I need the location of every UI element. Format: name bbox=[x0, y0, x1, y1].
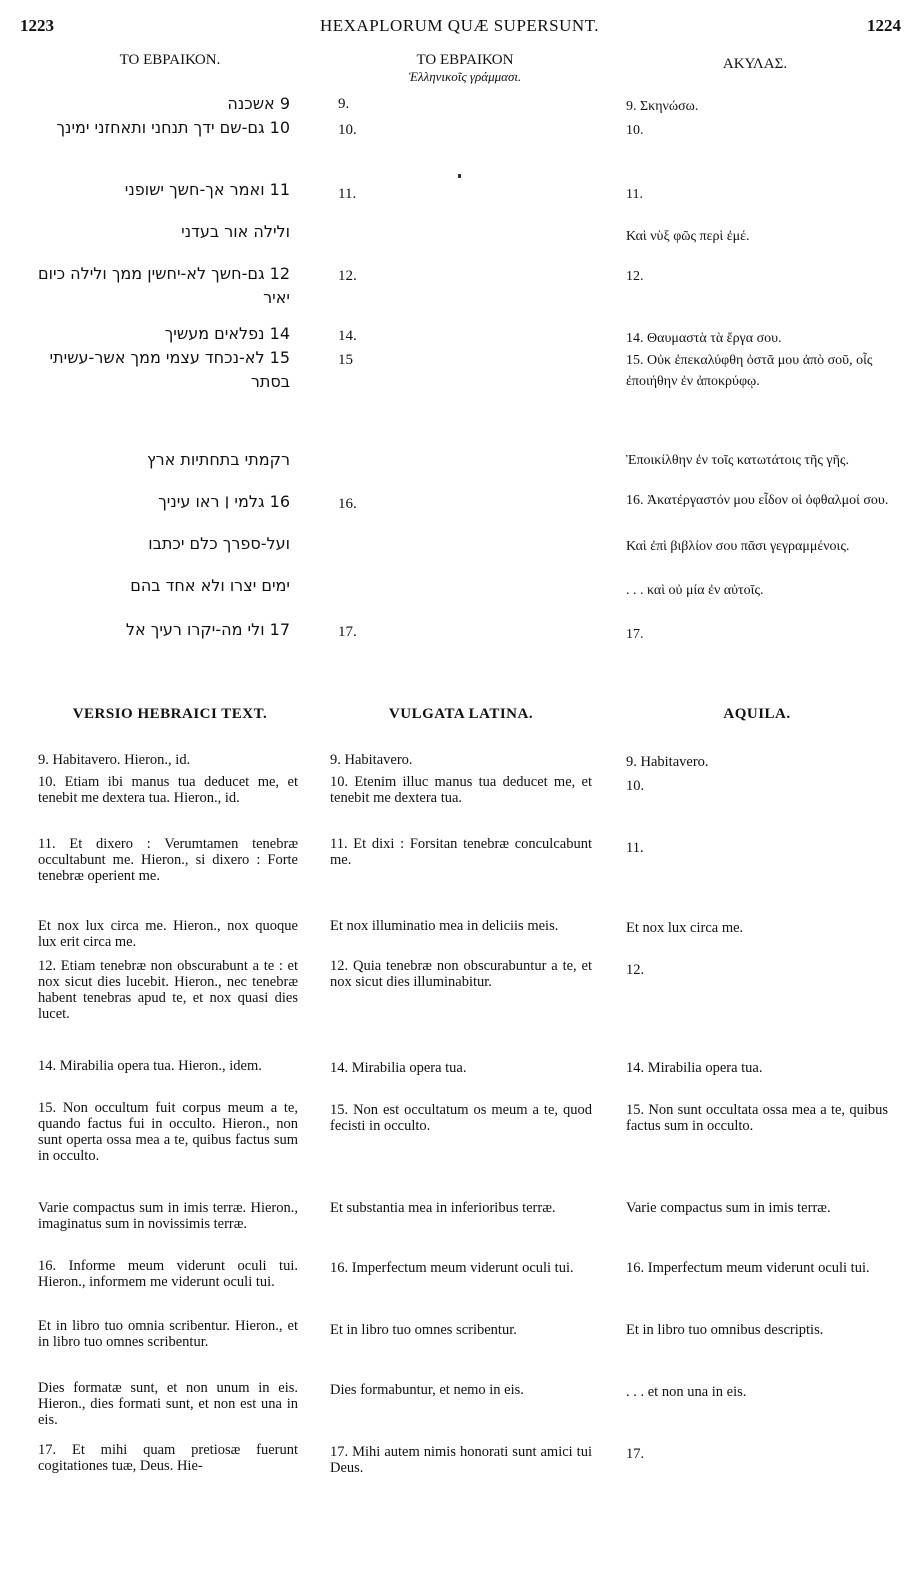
greek-line: . . . καὶ οὐ μία ἐν αὐτοῖς. bbox=[626, 583, 764, 598]
vulgata-verse: 9. Habitavero. bbox=[330, 752, 413, 768]
vulgata-verse: Dies formabuntur, et nemo in eis. bbox=[330, 1382, 524, 1398]
hebrew-line: 12 גם-חשך לא-יחשין ממך ולילה כיום יאיר bbox=[38, 264, 290, 307]
header-vulgata: VULGATA LATINA. bbox=[388, 706, 534, 722]
verse-number: 11. bbox=[338, 186, 357, 202]
greek-line: Ἐποικίλθην ἐν τοῖς κατωτάτοις τῆς γῆς. bbox=[626, 453, 849, 468]
header-transliterated-subtitle: Ἑλληνικοῖς γράμμασι. bbox=[408, 69, 522, 84]
running-head bbox=[0, 16, 919, 40]
vulgata-verse: 11. Et dixi : Forsitan tenebræ conculcabunt me. bbox=[330, 836, 592, 868]
aquila-verse: 9. Habitavero. bbox=[626, 754, 709, 770]
versio-verse: 10. Etiam ibi manus tua deducet me, et tenebit me dextera tua. Hieron., id. bbox=[38, 774, 298, 806]
hebrew-line: רקמתי בתחתיות ארץ bbox=[146, 450, 290, 469]
verse-number: 9. bbox=[338, 96, 350, 112]
vulgata-verse: Et in libro tuo omnes scribentur. bbox=[330, 1322, 517, 1338]
header-aquila-greek: ΑΚΥΛΑΣ. bbox=[722, 56, 788, 72]
vulgata-verse: Et nox illuminatio mea in deliciis meis. bbox=[330, 918, 559, 934]
header-aquila-latin: AQUILA. bbox=[723, 706, 791, 722]
versio-verse: 12. Etiam tenebræ non obscurabunt a te : et nox sicut dies lucebit. Hieron., nec tenebræ habent tenebras apud te, et nox quasi dies lucet. bbox=[38, 958, 298, 1022]
greek-line: 16. Ἀκατέργαστόν μου εἶδον οἱ ὀφθαλμοί σου. bbox=[626, 493, 889, 508]
running-title: HEXAPLORUM QUÆ SUPERSUNT. bbox=[319, 16, 600, 35]
versio-verse: 11. Et dixero : Verumtamen tenebræ occultabunt me. Hieron., si dixero : Forte tenebræ operient me. bbox=[38, 836, 298, 884]
vulgata-verse: 15. Non est occultatum os meum a te, quod fecisti in occulto. bbox=[330, 1102, 592, 1134]
hebrew-line: 15 לא-נכחד עצמי ממך אשר-עשיתי בסתר bbox=[49, 348, 290, 391]
verse-number: 17. bbox=[338, 624, 357, 640]
vulgata-verse: 12. Quia tenebræ non obscurabuntur a te, et nox sicut dies illuminabitur. bbox=[330, 958, 592, 990]
hebrew-line: ועל-ספרך כלם יכתבו bbox=[148, 534, 290, 553]
header-hebrew: ΤΟ ΕΒΡΑΙΚΟΝ. bbox=[119, 52, 221, 68]
versio-verse: Varie compactus sum in imis terræ. Hieron., imaginatus sum in novissimis terræ. bbox=[38, 1200, 298, 1232]
vulgata-verse: 10. Etenim illuc manus tua deducet me, et tenebit me dextera tua. bbox=[330, 774, 592, 806]
page-number-left: 1223 bbox=[20, 16, 54, 35]
greek-line: 9. Σκηνώσω. bbox=[626, 99, 699, 114]
aquila-verse: . . . et non una in eis. bbox=[626, 1384, 747, 1400]
vulgata-verse: 17. Mihi autem nimis honorati sunt amici tui Deus. bbox=[330, 1444, 592, 1476]
aquila-verse: Et nox lux circa me. bbox=[626, 920, 744, 936]
aquila-verse: 14. Mirabilia opera tua. bbox=[626, 1060, 763, 1076]
versio-verse: 17. Et mihi quam pretiosæ fuerunt cogitationes tuæ, Deus. Hie- bbox=[38, 1442, 298, 1474]
vulgata-verse: Et substantia mea in inferioribus terræ. bbox=[330, 1200, 556, 1216]
hebrew-line: 11 ואמר אך-חשך ישופני bbox=[124, 180, 290, 199]
page-number-right: 1224 bbox=[867, 16, 901, 35]
greek-line: 11. bbox=[626, 187, 643, 202]
hebrew-line: ולילה אור בעדני bbox=[181, 222, 290, 241]
header-versio: VERSIO HEBRAICI TEXT. bbox=[72, 706, 268, 722]
aquila-verse: 16. Imperfectum meum viderunt oculi tui. bbox=[626, 1260, 870, 1276]
versio-verse: 16. Informe meum viderunt oculi tui. Hieron., informem me viderunt oculi tui. bbox=[38, 1258, 298, 1290]
aquila-verse: 15. Non sunt occultata ossa mea a te, quibus factus sum in occulto. bbox=[626, 1102, 888, 1134]
hebrew-line: 16 גלמי ׀ ראו עיניך bbox=[158, 492, 290, 511]
versio-verse: 15. Non occultum fuit corpus meum a te, quando factus fui in occulto. Hieron., non sunt operta ossa mea a te, quibus factus sum in occulto. bbox=[38, 1100, 298, 1164]
header-transliterated bbox=[340, 52, 590, 85]
verse-number: 16. bbox=[338, 496, 357, 512]
verse-number: 14. bbox=[338, 328, 357, 344]
hebrew-line: 10 גם-שם ידך תנחני ותאחזני ימינך bbox=[56, 118, 290, 137]
greek-line: 12. bbox=[626, 269, 644, 284]
versio-verse: 9. Habitavero. Hieron., id. bbox=[38, 752, 191, 768]
versio-verse: 14. Mirabilia opera tua. Hieron., idem. bbox=[38, 1058, 262, 1074]
hebrew-line: 17 ולי מה-יקרו רעיך אל bbox=[125, 620, 290, 639]
greek-line: 15. Οὐκ ἐπεκαλύφθη ὀστᾶ μου ἀπὸ σοῦ, οἷς ἐποιήθην ἐν ἀποκρύφῳ. bbox=[626, 353, 873, 389]
vulgata-verse: 14. Mirabilia opera tua. bbox=[330, 1060, 467, 1076]
vulgata-verse: 16. Imperfectum meum viderunt oculi tui. bbox=[330, 1260, 574, 1276]
aquila-verse: Varie compactus sum in imis terræ. bbox=[626, 1200, 831, 1216]
verse-number: 15 bbox=[338, 352, 353, 368]
aquila-verse: Et in libro tuo omnibus descriptis. bbox=[626, 1322, 824, 1338]
greek-line: Καὶ ἐπὶ βιβλίον σου πᾶσι γεγραμμένοις. bbox=[626, 539, 850, 554]
greek-line: 14. Θαυμαστὰ τὰ ἔργα σου. bbox=[626, 331, 782, 346]
verse-number: 10. bbox=[338, 122, 357, 138]
greek-line: 10. bbox=[626, 123, 644, 138]
versio-verse: Et in libro tuo omnia scribentur. Hieron., et in libro tuo omnes scribentur. bbox=[38, 1318, 298, 1350]
aquila-verse: 10. bbox=[626, 778, 645, 794]
hebrew-line: ימים יצרו ולא אחד בהם bbox=[130, 576, 290, 595]
aquila-verse: 11. bbox=[626, 840, 644, 856]
versio-verse: Dies formatæ sunt, et non unum in eis. Hieron., dies formati sunt, et non est una in eis. bbox=[38, 1380, 298, 1428]
aquila-verse: 17. bbox=[626, 1446, 645, 1462]
greek-line: 17. bbox=[626, 627, 644, 642]
header-transliterated-title: ΤΟ ΕΒΡΑΙΚΟΝ bbox=[416, 52, 514, 68]
hebrew-line: 9 אשכנה bbox=[227, 94, 290, 113]
ink-speck bbox=[458, 174, 461, 178]
verse-number: 12. bbox=[338, 268, 357, 284]
aquila-verse: 12. bbox=[626, 962, 645, 978]
versio-verse: Et nox lux circa me. Hieron., nox quoque lux erit circa me. bbox=[38, 918, 298, 950]
hebrew-line: 14 נפלאים מעשיך bbox=[164, 324, 290, 343]
greek-line: Καὶ νὺξ φῶς περὶ ἐμέ. bbox=[626, 229, 750, 244]
